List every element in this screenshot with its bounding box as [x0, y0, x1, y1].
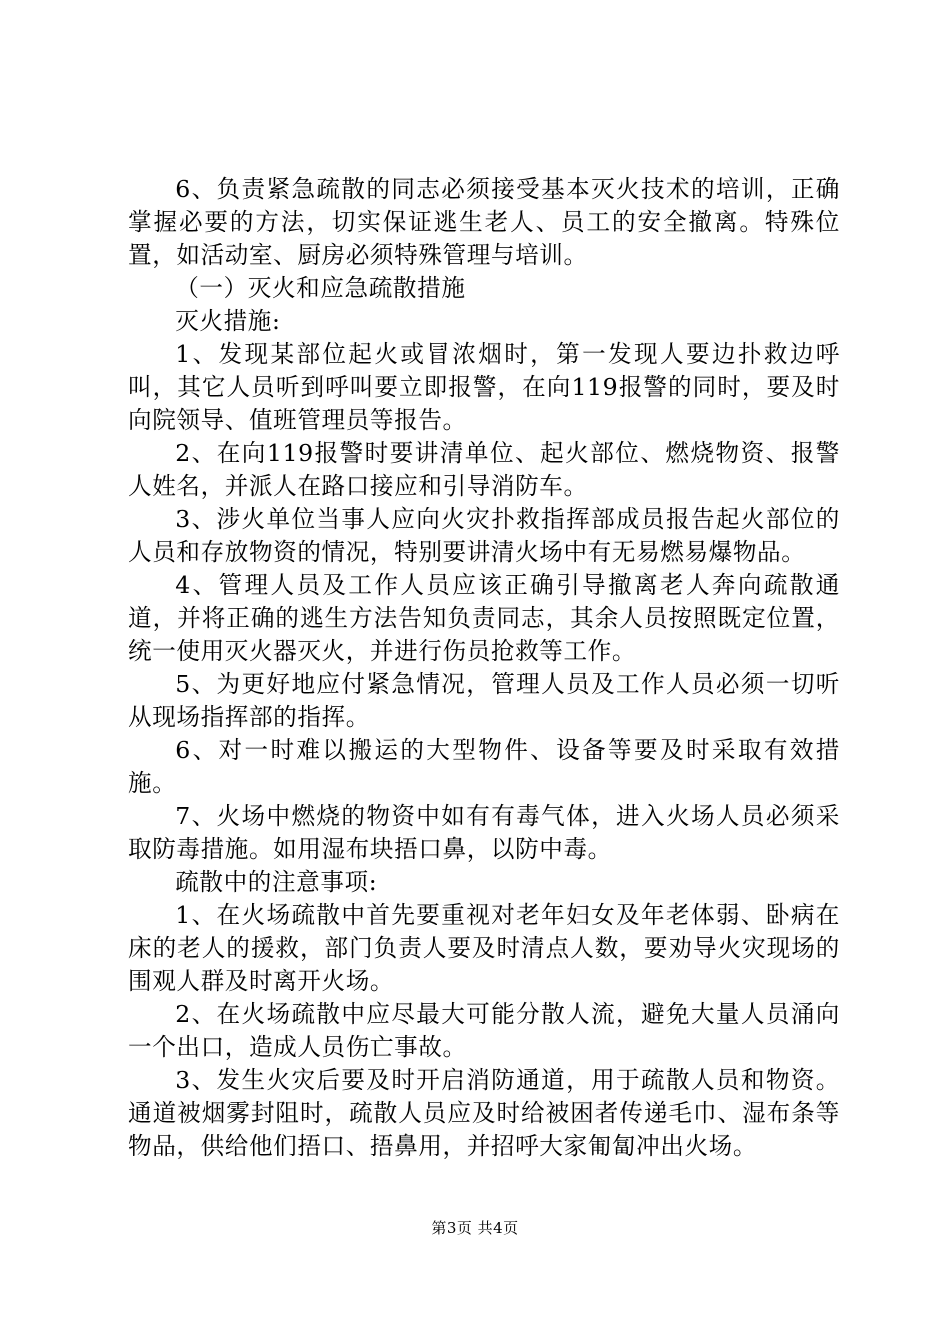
- paragraph: 6、负责紧急疏散的同志必须接受基本灭火技术的培训，正确掌握必要的方法，切实保证逃生老人、员工的安全撤离。特殊位置，如活动室、厨房必须特殊管理与培训。: [128, 175, 840, 269]
- paragraph: 6、对一时难以搬运的大型物件、设备等要及时采取有效措施。: [128, 736, 840, 797]
- subheading: 灭火措施:: [175, 307, 281, 335]
- paragraph: 3、发生火灾后要及时开启消防通道，用于疏散人员和物资。通道被烟雾封阻时，疏散人员应及时给被困者传递毛巾、湿布条等物品，供给他们捂口、捂鼻用，并招呼大家匍匐冲出火场。: [128, 1066, 840, 1160]
- document-body: [128, 173, 840, 1163]
- paragraph: 4、管理人员及工作人员应该正确引导撤离老人奔向疏散通道，并将正确的逃生方法告知负责同志，其余人员按照既定位置，统一使用灭火器灭火，并进行伤员抢救等工作。: [128, 571, 840, 665]
- paragraph: 5、为更好地应付紧急情况，管理人员及工作人员必须一切听从现场指挥部的指挥。: [128, 670, 840, 731]
- section-heading: （一）灭火和应急疏散措施: [175, 274, 466, 302]
- paragraph: 2、在向119报警时要讲清单位、起火部位、燃烧物资、报警人姓名，并派人在路口接应和引导消防车。: [128, 439, 840, 500]
- paragraph: 2、在火场疏散中应尽最大可能分散人流，避免大量人员涌向一个出口，造成人员伤亡事故。: [128, 1000, 840, 1061]
- paragraph: 7、火场中燃烧的物资中如有有毒气体，进入火场人员必须采取防毒措施。如用湿布块捂口鼻，以防中毒。: [128, 802, 840, 863]
- subheading: 疏散中的注意事项:: [175, 868, 378, 896]
- paragraph: 3、涉火单位当事人应向火灾扑救指挥部成员报告起火部位的人员和存放物资的情况，特别要讲清火场中有无易燃易爆物品。: [128, 505, 840, 566]
- paragraph: 1、发现某部位起火或冒浓烟时，第一发现人要边扑救边呼叫，其它人员听到呼叫要立即报警，在向119报警的同时，要及时向院领导、值班管理员等报告。: [128, 340, 840, 434]
- page-footer: 第3页 共4页: [431, 1219, 519, 1237]
- paragraph: 1、在火场疏散中首先要重视对老年妇女及年老体弱、卧病在床的老人的援救，部门负责人要及时清点人数，要劝导火灾现场的围观人群及时离开火场。: [128, 901, 840, 995]
